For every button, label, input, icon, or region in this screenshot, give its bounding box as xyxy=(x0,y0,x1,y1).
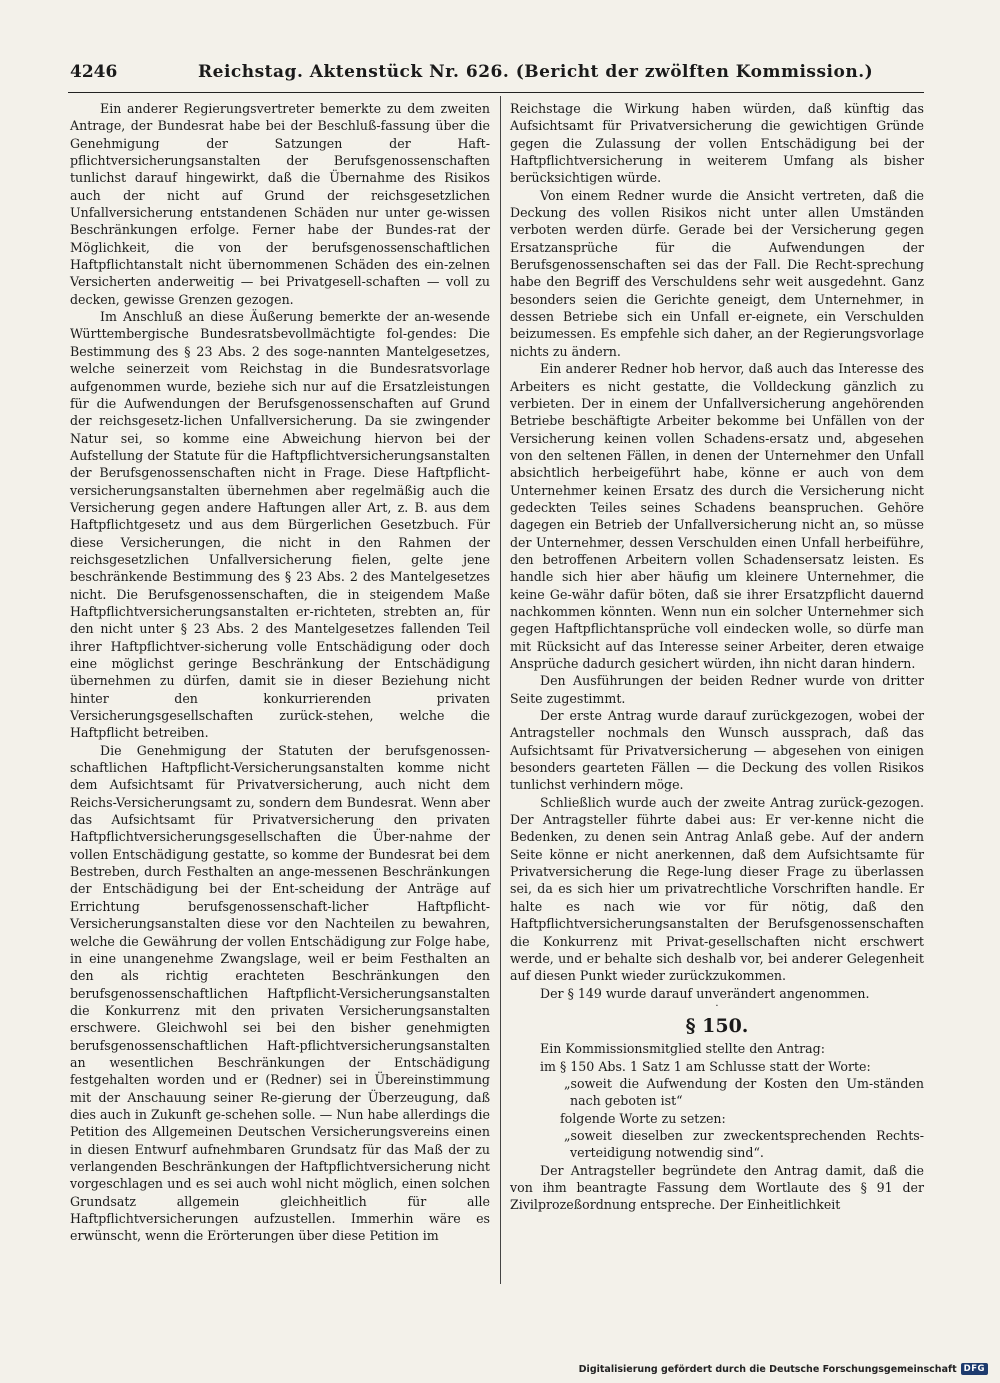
motion-location: im § 150 Abs. 1 Satz 1 am Schlusse statt der Worte: xyxy=(540,1058,871,1074)
column-divider xyxy=(500,96,501,1284)
paragraph: Ein anderer Redner hob hervor, daß auch das Interesse des Arbeiters es nicht gestatte, die Volldeckung gänzlich zu verbieten. Der in einem der Unfallversicherung angehörenden Betriebe beschäftigte Arbeiter bekomme bei Unfällen von der Versicherung keinen vollen Schadens-ersatz und, abgesehen von den seltenen Fällen, in denen der Unternehmer den Unfall absichtlich herbeigeführt habe, könne er auch von dem Unternehmer keinen Ersatz des durch die Versicherung nicht gedeckten Teiles seines Schadens beanspruchen. Gehöre dagegen ein Betrieb der Unfallversicherung nicht an, so müsse der Unternehmer, dessen Verschulden einen Unfall herbeiführe, den betroffenen Arbeitern vollen Schadensersatz leisten. Es handle sich hier aber häufig um kleinere Unternehmer, die keine Ge-währ dafür böten, daß sie ihrer Ersatzpflicht dauernd nachkommen könnten. Wenn nun ein solcher Unternehmer sich gegen Haftpflichtansprüche voll eindecken wolle, so dürfe man mit Rücksicht auf das Interesse seiner Arbeiter, deren etwaige Ansprüche dadurch gesichert würden, ihn nicht daran hindern. xyxy=(510,361,924,671)
dfg-logo: DFG xyxy=(961,1363,988,1375)
paragraph: Von einem Redner wurde die Ansicht vertreten, daß die Deckung des vollen Risikos nicht unter allen Umständen verboten werden dürfe. Gerade bei der Versicherung gegen Ersatzansprüche für die Aufwendungen der Berufsgenossenschaften sei das der Fall. Die Recht-sprechung habe den Begriff des Verschuldens sehr weit ausgedehnt. Ganz besonders seien die Gerichte geneigt, dem Unternehmer, in dessen Betriebe sich ein Unfall er-eignete, ein Verschulden beizumessen. Es empfehle sich daher, an der Regierungsvorlage nichts zu ändern. xyxy=(510,187,924,359)
right-column xyxy=(510,100,924,1214)
paragraph: Schließlich wurde auch der zweite Antrag zurück-gezogen. Der Antragsteller führte dabei aus: Er ver-kenne nicht die Bedenken, zu denen sein Antrag Anlaß gebe. Auf der andern Seite könne er nicht anerkennen, daß dem Aufsichtsamte für Privatversicherung die Rege-lung dieser Frage zu überlassen sei, da es sich hier um privatrechtliche Vorschriften handle. Er halte es nach wie vor für nötig, daß den Haftpflichtversicherungsanstalten der Berufsgenossenschaften die Konkurrenz mit Privat-gesellschaften nicht erschwert werde, und er behalte sich deshalb vor, bei anderer Gelegenheit auf diesen Punkt wieder zurückzukommen. xyxy=(510,794,924,984)
paragraph: Der Antragsteller begründete den Antrag damit, daß die von ihm beantragte Fassung dem Wortlaute des § 91 der Zivilprozeßordnung entspreche. Der Einheitlichkeit xyxy=(510,1162,924,1213)
page-header xyxy=(60,62,932,92)
paragraph: Die Genehmigung der Statuten der berufsgenossen-schaftlichen Haftpflicht-Versicherungsanstalten komme nicht dem Aufsichtsamt für Privatversicherung, auch nicht dem Reichs-Versicherungsamt zu, sondern dem Bundesrat. Wenn aber das Aufsichtsamt für Privatversicherung den privaten Haftpflichtversicherungsgesellschaften die Über-nahme der vollen Entschädigung gestatte, so komme der Bundesrat bei dem Bestreben, durch Festhalten an ange-messenen Beschränkungen der Entschädigung bei der Ent-scheidung der Anträge auf Errichtung berufsgenossenschaft-licher Haftpflicht-Versicherungsanstalten diese vor den Nachteilen zu bewahren, welche die Gewährung der vollen Entschädigung zur Folge habe, in eine unangenehme Zwangslage, weil er beim Festhalten an den als richtig erachteten Beschränkungen den berufsgenossenschaftlichen Haftpflicht-Versicherungsanstalten die Konkurrenz mit den privaten Versicherungsanstalten erschwere. Gleichwohl sei bei den bisher genehmigten berufsgenossenschaftlichen Haft-pflichtversicherungsanstalten an wesentlichen Beschränkungen der Entschädigung festgehalten worden und er (Redner) sei in Übereinstimmung mit der Anschauung seiner Re-gierung der Überzeugung, daß dies auch in Zukunft ge-schehen solle. — Nun habe allerdings die Petition des Allgemeinen Deutschen Versicherungsvereins einen in diesen Entwurf aufnehmbaren Grundsatz für das Maß der zu verlangenden Beschränkungen der Haftpflichtversicherung nicht vorgeschlagen und es sei auch wohl nicht möglich, einen solchen Grundsatz allgemein gleichheitlich für alle Haftpflichtversicherungen aufzustellen. Immerhin wäre es erwünscht, wenn die Erörterungen über diese Petition im xyxy=(70,742,490,1244)
quote-new-wording: „soweit dieselben zur zweckentsprechenden Rechts-verteidigung notwendig sind“. xyxy=(564,1127,924,1161)
paragraph: Im Anschluß an diese Äußerung bemerkte der an-wesende Württembergische Bundesratsbevollmächtigte fol-gendes: Die Bestimmung des § 23 Abs. 2 des soge-nannten Mantelgesetzes, welche seinerzeit vom Reichstag in die Bundesratsvorlage aufgenommen wurde, beziehe sich nur auf die Ersatzleistungen für die Aufwendungen der Berufsgenossenschaften auf Grund der reichsgesetz-lichen Unfallversicherung. Da sie zwingender Natur sei, so komme eine Abweichung hiervon bei der Aufstellung der Statute für die Haftpflichtversicherungsanstalten der Berufsgenossenschaften nicht in Frage. Diese Haftpflicht-versicherungsanstalten übernehmen aber regelmäßig auch die Versicherung gegen andere Haftungen aller Art, z. B. aus dem Haftpflichtgesetz und aus dem Bürgerlichen Gesetzbuch. Für diese Versicherungen, die nicht in den Rahmen der reichsgesetzlichen Unfallversicherung fielen, gelte jene beschränkende Bestimmung des § 23 Abs. 2 des Mantelgesetzes nicht. Die Berufsgenossenschaften, die in steigendem Maße Haftpflichtversicherungsanstalten er-richteten, strebten an, für den nicht unter § 23 Abs. 2 des Mantelgesetzes fallenden Teil ihrer Haftpflichtver-sicherung volle Entschädigung oder doch eine möglichst geringe Beschränkung der Entschädigung übernehmen zu dürfen, damit sie in dieser Beziehung nicht hinter den konkurrierenden privaten Versicherungsgesellschaften zurück-stehen, welche die Haftpflicht betreiben. xyxy=(70,309,490,741)
header-rule xyxy=(68,92,924,93)
running-title: Reichstag. Aktenstück Nr. 626. (Bericht der zwölften Kommission.) xyxy=(198,62,874,82)
paragraph: Der erste Antrag wurde darauf zurückgezogen, wobei der Antragsteller nochmals den Wunsch aussprach, daß das Aufsichtsamt für Privatversicherung — abgesehen von einigen besonders gearteten Fällen — die Deckung des vollen Risikos tunlichst verhindern möge. xyxy=(510,708,924,793)
page-number: 4246 xyxy=(70,62,118,82)
motion-replace: folgende Worte zu setzen: xyxy=(560,1110,726,1126)
left-column xyxy=(70,100,490,1245)
motion-intro: Ein Kommissionsmitglied stellte den Antrag: xyxy=(540,1041,825,1057)
paragraph: Den Ausführungen der beiden Redner wurde von dritter Seite zugestimmt. xyxy=(510,673,924,706)
paragraph: Ein anderer Regierungsvertreter bemerkte zu dem zweiten Antrage, der Bundesrat habe bei der Beschluß-fassung über die Genehmigung der Satzungen der Haft-pflichtversicherungsanstalten der Berufsgenossenschaften tunlichst darauf hingewirkt, daß die Übernahme des Risikos auch der nicht auf Grund der reichsgesetzlichen Unfallversicherung entstandenen Schäden nur unter ge-wissen Beschränkungen erfolge. Ferner habe der Bundes-rat der Möglichkeit, die von der berufsgenossenschaftlichen Haftpflichtanstalt nicht übernommenen Schäden des ein-zelnen Versicherten anderweitig — bei Privatgesell-schaften — voll zu decken, gewisse Grenzen gezogen. xyxy=(70,101,490,307)
credit-text: Digitalisierung gefördert durch die Deutsche Forschungsgemeinschaft xyxy=(578,1363,957,1375)
separator-dot: · xyxy=(715,1000,719,1012)
paragraph: Der § 149 wurde darauf unverändert angenommen. xyxy=(540,985,870,1001)
paragraph: Reichstage die Wirkung haben würden, daß künftig das Aufsichtsamt für Privatversicherung die gewichtigen Gründe gegen die Zulassung der vollen Entschädigung bei der Haftpflichtversicherung in weiterem Umfang als bisher berücksichtigen würde. xyxy=(510,101,924,186)
digitization-credit xyxy=(579,1363,988,1375)
section-heading: § 150. xyxy=(685,1014,749,1037)
quote-old-wording: „soweit die Aufwendung der Kosten den Um-ständen nach geboten ist“ xyxy=(564,1075,924,1109)
